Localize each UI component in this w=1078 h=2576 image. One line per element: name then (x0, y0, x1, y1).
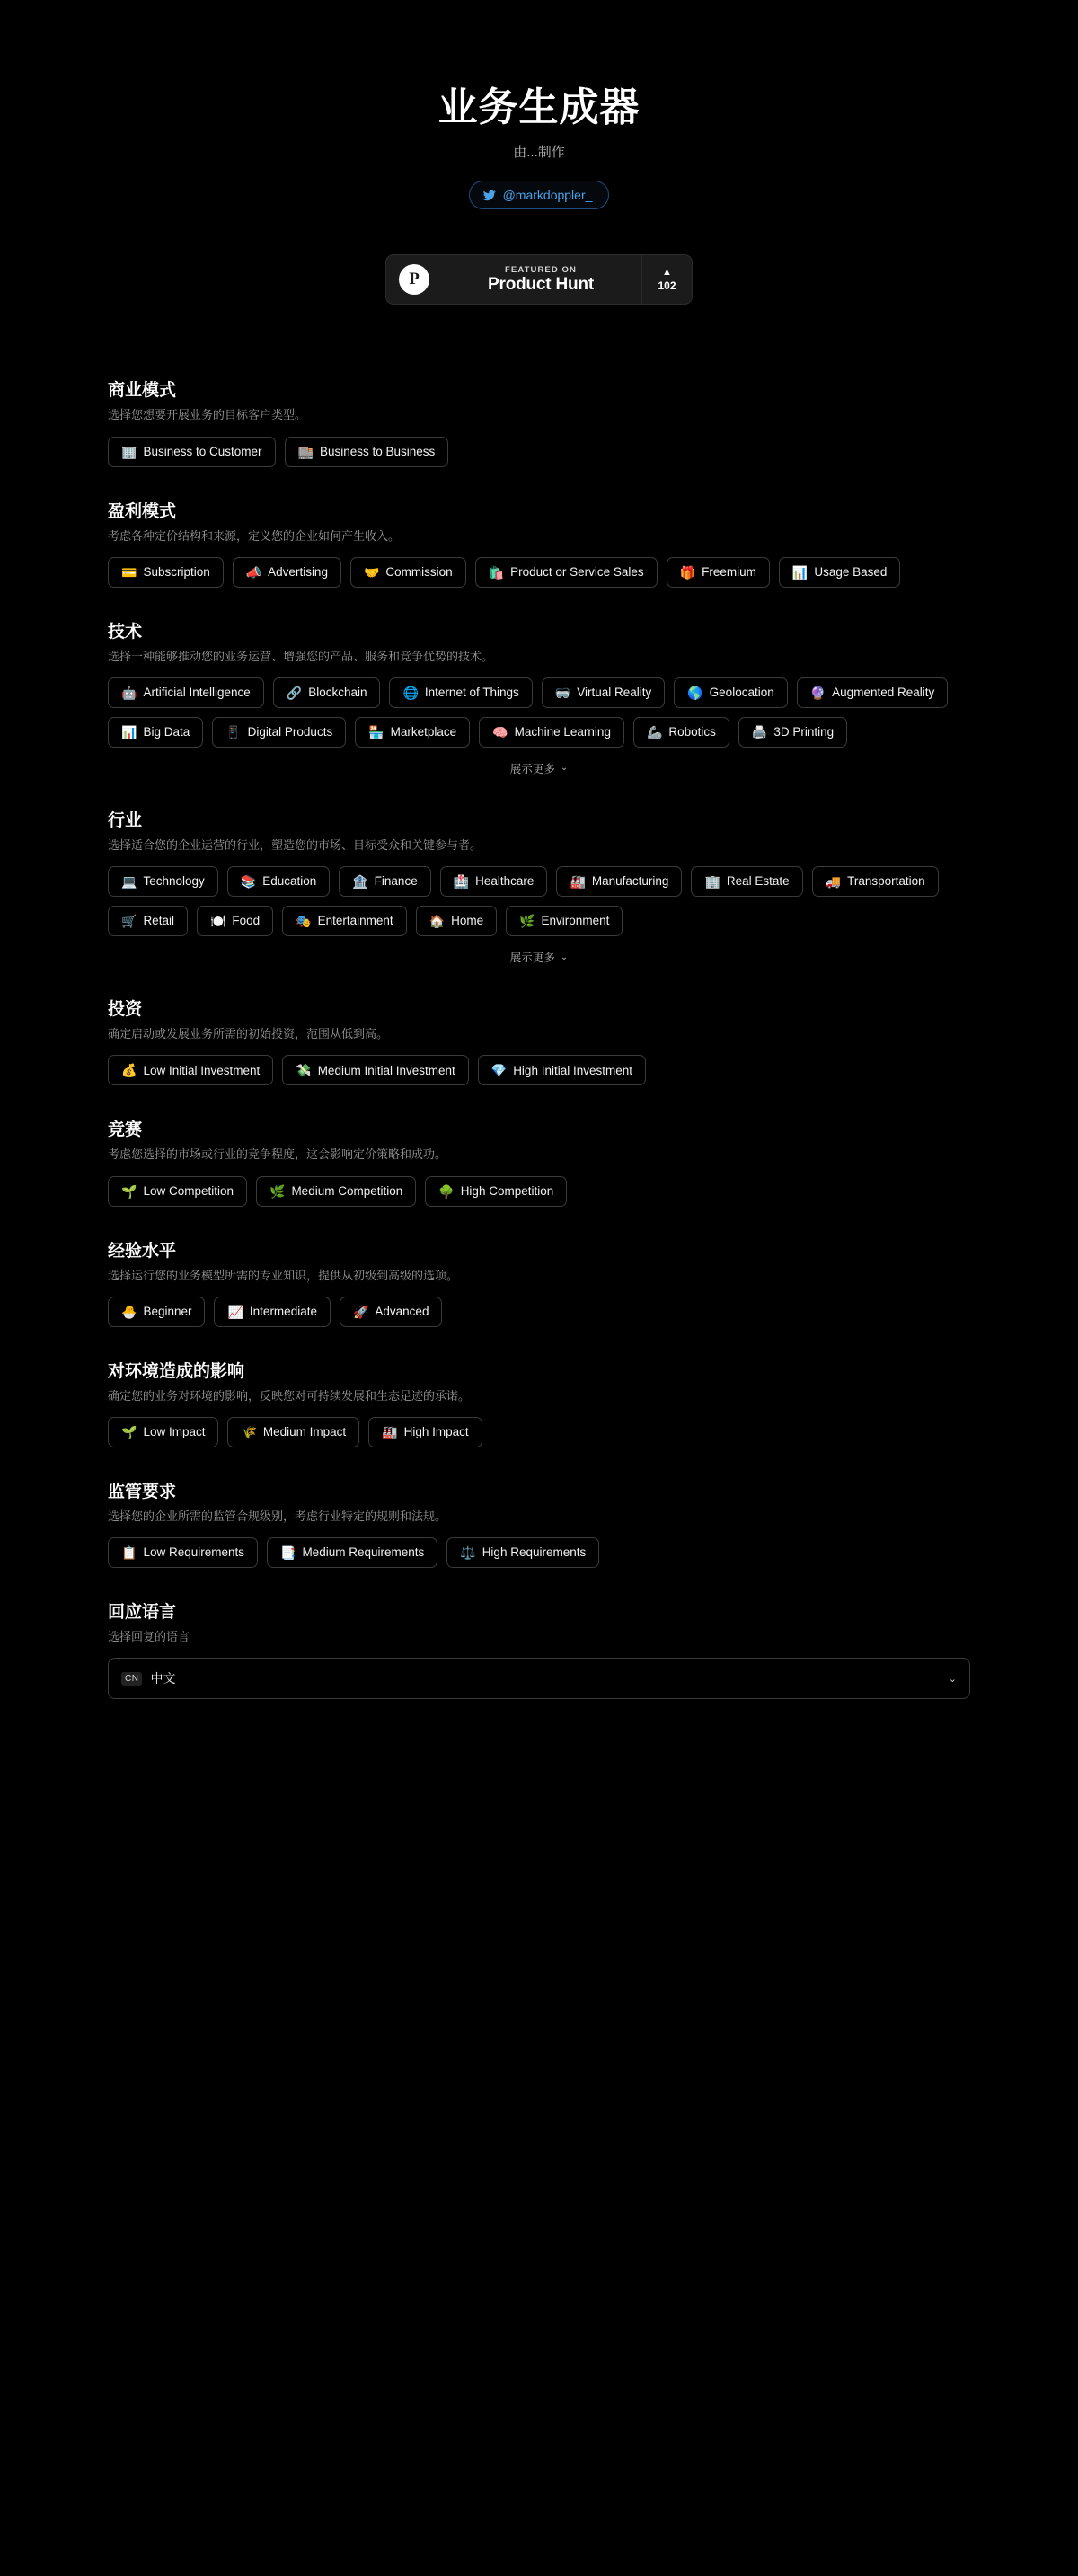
option-emoji-icon: 🎭 (296, 914, 312, 929)
option-chip[interactable] (446, 1537, 599, 1568)
option-emoji-icon: 🔗 (286, 685, 303, 700)
option-emoji-icon: 📣 (245, 564, 262, 580)
option-label: Robotics (668, 725, 716, 739)
option-chip[interactable] (667, 557, 770, 588)
option-chip[interactable] (339, 866, 430, 897)
option-emoji-icon: 📚 (240, 874, 257, 890)
option-emoji-icon: 📊 (121, 724, 137, 739)
section-title: 对环境造成的影响 (108, 1361, 245, 1381)
option-label: High Initial Investment (513, 1063, 632, 1077)
option-label: Advanced (375, 1304, 429, 1318)
option-chip[interactable] (542, 677, 665, 708)
option-chip-group (108, 1537, 970, 1568)
option-chip[interactable] (108, 717, 203, 748)
section-title: 行业 (108, 810, 143, 830)
language-select-wrapper (108, 1658, 970, 1699)
section-description: 选择您的企业所需的监管合规级别，考虑行业特定的规则和法规。 (108, 1509, 447, 1523)
section-description: 确定您的业务对环境的影响，反映您对可持续发展和生态足迹的承诺。 (108, 1388, 471, 1403)
page-subtitle: 由...制作 (513, 145, 565, 161)
option-label: Business to Customer (143, 444, 262, 458)
option-label: High Impact (403, 1425, 469, 1439)
option-emoji-icon: 🌎 (687, 685, 703, 700)
upvote-arrow-icon: ▲ (662, 266, 672, 278)
option-emoji-icon: 🤖 (121, 685, 137, 700)
option-chip[interactable] (267, 1537, 437, 1568)
section-4 (108, 807, 970, 965)
option-emoji-icon: 🏠 (429, 914, 446, 929)
section-7 (108, 1237, 970, 1327)
option-label: Education (262, 874, 317, 889)
product-hunt-text (440, 265, 641, 295)
option-label: Medium Requirements (302, 1545, 425, 1560)
show-more-label: 展示更多 (509, 762, 555, 775)
option-label: Subscription (143, 565, 210, 580)
option-label: Real Estate (726, 874, 790, 889)
section-description: 选择一种能够推动您的业务运营、增强您的产品、服务和竞争优势的技术。 (108, 649, 494, 663)
hero-header (0, 86, 1078, 305)
option-label: Low Requirements (143, 1545, 244, 1560)
bottom-spacer (108, 1730, 970, 1837)
option-emoji-icon: 🥽 (554, 685, 571, 700)
option-emoji-icon: 🏬 (297, 444, 314, 459)
option-label: Freemium (702, 565, 756, 580)
option-chip[interactable] (108, 1176, 247, 1207)
option-chip[interactable] (227, 1417, 359, 1447)
product-hunt-wrapper (0, 254, 1078, 305)
option-emoji-icon: 🏭 (570, 874, 586, 890)
language-select[interactable] (108, 1658, 970, 1699)
option-chip[interactable] (691, 866, 802, 897)
option-emoji-icon: 🚚 (825, 874, 842, 890)
option-chip[interactable] (108, 677, 264, 708)
option-chip[interactable] (556, 866, 682, 897)
option-emoji-icon: 🔮 (809, 685, 826, 700)
section-description: 考虑各种定价结构和来源，定义您的企业如何产生收入。 (108, 528, 401, 543)
section-language (108, 1598, 970, 1699)
product-hunt-badge[interactable] (385, 254, 693, 305)
option-label: Big Data (143, 725, 190, 739)
show-more-label: 展示更多 (509, 952, 555, 965)
option-emoji-icon: 🌱 (121, 1183, 137, 1199)
option-emoji-icon: 🐣 (121, 1304, 137, 1319)
section-description: 选择回复的语言 (108, 1630, 190, 1644)
product-hunt-name: Product Hunt (488, 274, 594, 294)
section-title: 经验水平 (108, 1241, 177, 1261)
option-emoji-icon: 🌿 (270, 1183, 286, 1199)
option-chip[interactable] (506, 906, 623, 936)
chevron-down-icon: ⌄ (948, 1673, 957, 1685)
option-chip[interactable] (738, 717, 847, 748)
option-chip[interactable] (108, 866, 218, 897)
option-chip[interactable] (355, 717, 470, 748)
option-emoji-icon: 💰 (121, 1063, 137, 1078)
option-label: Medium Initial Investment (317, 1063, 455, 1077)
option-label: Healthcare (475, 874, 535, 889)
product-hunt-upvote-button[interactable] (641, 255, 692, 304)
option-chip[interactable] (479, 717, 624, 748)
option-label: Virtual Reality (577, 686, 652, 700)
section-title: 技术 (108, 622, 143, 642)
option-chip-group (108, 437, 970, 467)
option-chip[interactable] (197, 906, 273, 936)
option-label: Business to Business (319, 444, 436, 458)
option-emoji-icon: 🏢 (121, 444, 137, 459)
option-emoji-icon: 🌐 (402, 685, 419, 700)
option-emoji-icon: 📊 (791, 564, 808, 580)
show-more-button[interactable] (108, 760, 970, 776)
option-emoji-icon: 🦾 (646, 724, 663, 739)
page-title: 业务生成器 (437, 85, 641, 129)
option-label: Internet of Things (424, 686, 519, 700)
option-label: Artificial Intelligence (143, 686, 251, 700)
option-emoji-icon: 🏥 (453, 874, 470, 890)
section-8 (108, 1358, 970, 1447)
option-emoji-icon: 🛒 (121, 914, 137, 929)
option-label: Blockchain (308, 686, 367, 700)
option-emoji-icon: 💸 (296, 1063, 312, 1078)
option-chip[interactable] (779, 557, 901, 588)
option-chip[interactable] (285, 437, 449, 467)
section-title: 投资 (108, 1000, 143, 1020)
options-content (108, 305, 970, 1837)
option-label: Geolocation (709, 686, 774, 700)
option-label: Medium Competition (291, 1183, 403, 1198)
language-selected-label: 中文 (150, 1671, 176, 1686)
option-emoji-icon: 🚀 (352, 1304, 369, 1319)
option-chip[interactable] (350, 557, 466, 588)
option-label: Product or Service Sales (510, 565, 644, 580)
option-label: Low Initial Investment (143, 1063, 261, 1077)
section-description: 选择运行您的业务模型所需的专业知识，提供从初级到高级的选项。 (108, 1268, 459, 1282)
twitter-handle: @markdoppler_ (502, 188, 593, 203)
section-1 (108, 376, 970, 466)
option-chip[interactable] (389, 677, 532, 708)
chevron-down-icon: ⌄ (560, 763, 569, 774)
chevron-down-icon: ⌄ (560, 952, 569, 962)
option-label: Low Impact (143, 1425, 206, 1439)
section-description: 考虑您选择的市场或行业的竞争程度，这会影响定价策略和成功。 (108, 1147, 447, 1162)
option-chip[interactable] (108, 1297, 205, 1327)
option-label: Finance (374, 874, 418, 889)
option-chip-group (108, 1297, 970, 1327)
option-chip[interactable] (233, 557, 341, 588)
twitter-bird-icon (482, 189, 496, 202)
section-title: 竞赛 (108, 1120, 143, 1140)
option-label: 3D Printing (773, 725, 835, 739)
option-label: Retail (143, 914, 174, 928)
option-label: High Requirements (482, 1545, 587, 1560)
option-label: High Competition (460, 1183, 554, 1198)
option-label: Intermediate (249, 1304, 317, 1318)
option-emoji-icon: 📑 (280, 1545, 296, 1561)
option-emoji-icon: 🤝 (363, 564, 380, 580)
section-6 (108, 1116, 970, 1206)
option-emoji-icon: 💻 (121, 874, 137, 890)
option-chip[interactable] (633, 717, 729, 748)
option-chip[interactable] (440, 866, 548, 897)
option-label: Advertising (268, 565, 328, 580)
option-chip[interactable] (282, 906, 406, 936)
option-chip[interactable] (812, 866, 939, 897)
option-chip-group (108, 1417, 970, 1447)
option-label: Beginner (143, 1304, 192, 1318)
section-title: 商业模式 (108, 381, 177, 401)
option-chip-group (108, 1176, 970, 1207)
option-label: Augmented Reality (832, 686, 935, 700)
option-chip[interactable] (108, 1537, 258, 1568)
option-label: Transportation (847, 874, 925, 889)
option-emoji-icon: 🏪 (368, 724, 384, 739)
option-chip-group (108, 557, 970, 588)
option-label: Entertainment (317, 914, 393, 928)
product-hunt-vote-count: 102 (658, 279, 676, 292)
section-title: 监管要求 (108, 1482, 177, 1501)
section-5 (108, 996, 970, 1085)
option-emoji-icon: 💎 (490, 1063, 508, 1078)
option-chip[interactable] (212, 717, 346, 748)
option-chip[interactable] (108, 906, 188, 936)
option-emoji-icon: 🏦 (352, 874, 368, 890)
option-chip[interactable] (478, 1055, 646, 1085)
option-chip[interactable] (108, 1417, 218, 1447)
option-emoji-icon: 🌾 (241, 1424, 257, 1439)
option-chip-group (108, 866, 970, 936)
option-chip[interactable] (282, 1055, 469, 1085)
option-label: Manufacturing (591, 874, 669, 889)
option-label: Machine Learning (514, 725, 611, 739)
option-label: Food (232, 914, 261, 928)
option-chip-group (108, 677, 970, 748)
option-label: Marketplace (390, 725, 457, 739)
section-title: 盈利模式 (108, 501, 177, 521)
option-chip[interactable] (108, 1055, 273, 1085)
option-chip[interactable] (227, 866, 330, 897)
option-emoji-icon: 🌿 (519, 914, 535, 929)
option-emoji-icon: 📱 (225, 724, 242, 739)
option-emoji-icon: 🌱 (121, 1424, 137, 1439)
option-emoji-icon: 🧠 (492, 724, 508, 739)
section-9 (108, 1478, 970, 1568)
option-chip[interactable] (108, 557, 224, 588)
option-label: Low Competition (143, 1183, 234, 1198)
option-chip-group (108, 1055, 970, 1085)
option-label: Digital Products (247, 725, 333, 739)
product-hunt-featured-label: FEATURED ON (504, 264, 577, 275)
option-label: Usage Based (814, 565, 888, 580)
section-description: 选择适合您的企业运营的行业，塑造您的市场、目标受众和关键参与者。 (108, 837, 482, 852)
sections-container (108, 376, 970, 1568)
option-emoji-icon: 📋 (121, 1545, 137, 1561)
language-flag-icon: CN (121, 1672, 142, 1686)
option-emoji-icon: 🌳 (438, 1183, 455, 1199)
option-chip[interactable] (475, 557, 658, 588)
option-label: Medium Impact (262, 1425, 347, 1439)
show-more-button[interactable] (108, 949, 970, 965)
option-label: Technology (143, 874, 205, 889)
option-chip[interactable] (674, 677, 788, 708)
option-emoji-icon: 🏭 (382, 1424, 398, 1439)
section-2 (108, 498, 970, 588)
option-chip[interactable] (256, 1176, 416, 1207)
option-emoji-icon: 🛍️ (488, 564, 505, 580)
option-emoji-icon: ⚖️ (460, 1545, 476, 1561)
section-description: 选择您想要开展业务的目标客户类型。 (108, 408, 307, 422)
option-chip[interactable] (273, 677, 381, 708)
option-chip[interactable] (340, 1297, 442, 1327)
option-chip[interactable] (108, 437, 276, 467)
option-emoji-icon: 📈 (227, 1304, 243, 1319)
section-3 (108, 618, 970, 776)
option-emoji-icon: 🎁 (679, 564, 696, 580)
option-label: Environment (541, 914, 610, 928)
product-hunt-logo-icon: P (399, 264, 429, 295)
twitter-link[interactable] (469, 181, 610, 209)
section-description: 确定启动或发展业务所需的初始投资，范围从低到高。 (108, 1027, 389, 1041)
option-emoji-icon: 🖨️ (751, 724, 768, 739)
option-label: Home (451, 914, 484, 928)
option-emoji-icon: 💳 (121, 564, 137, 580)
option-chip[interactable] (797, 677, 949, 708)
option-chip[interactable] (416, 906, 497, 936)
option-chip[interactable] (214, 1297, 330, 1327)
option-chip[interactable] (368, 1417, 482, 1447)
section-title: 回应语言 (108, 1603, 177, 1623)
option-label: Commission (385, 565, 453, 580)
option-emoji-icon: 🏢 (704, 874, 720, 890)
option-emoji-icon: 🍽️ (209, 914, 226, 929)
option-chip[interactable] (425, 1176, 567, 1207)
